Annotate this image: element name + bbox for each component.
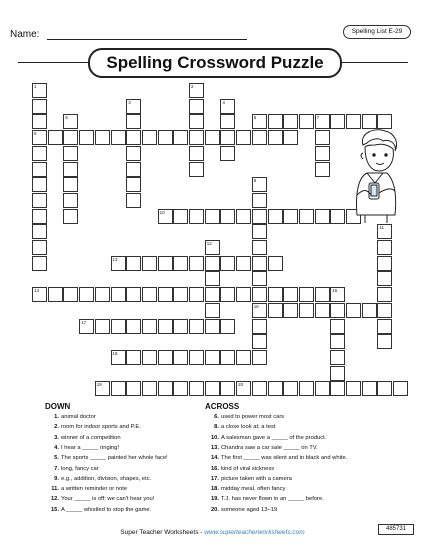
clue-text: A salesman gave a _____ of the product. xyxy=(221,434,327,441)
grid-cell[interactable] xyxy=(205,240,220,255)
grid-cell[interactable] xyxy=(330,287,345,302)
across-clue xyxy=(205,455,347,462)
grid-cell[interactable] xyxy=(142,287,157,302)
across-clue xyxy=(205,414,284,421)
grid-cell[interactable] xyxy=(268,303,283,318)
grid-cell[interactable] xyxy=(32,224,47,239)
clue-text: Chandra saw a car sale _____ on TV. xyxy=(221,444,318,451)
grid-cell[interactable] xyxy=(377,256,392,271)
grid-cell[interactable] xyxy=(362,381,377,396)
kid-with-phone-illustration xyxy=(345,125,407,225)
grid-cell[interactable] xyxy=(79,287,94,302)
clue-text: used to power most cars xyxy=(221,414,285,420)
grid-cell[interactable] xyxy=(252,303,267,318)
clue-number: 3. xyxy=(54,434,59,441)
grid-cell[interactable] xyxy=(63,130,78,145)
grid-cell[interactable] xyxy=(205,256,220,271)
grid-cell[interactable] xyxy=(142,256,157,271)
grid-cell[interactable] xyxy=(173,381,188,396)
grid-cell[interactable] xyxy=(252,334,267,349)
grid-cell[interactable] xyxy=(189,146,204,161)
grid-cell[interactable] xyxy=(63,193,78,208)
grid-cell[interactable] xyxy=(32,240,47,255)
grid-cell[interactable] xyxy=(377,224,392,239)
grid-cell[interactable] xyxy=(32,177,47,192)
grid-cell[interactable] xyxy=(79,319,94,334)
cell-number: 8 xyxy=(34,131,37,137)
grid-cell[interactable] xyxy=(95,287,110,302)
clue-number: 8. xyxy=(214,424,219,431)
across-clue xyxy=(205,424,275,431)
grid-cell[interactable] xyxy=(205,303,220,318)
grid-cell[interactable] xyxy=(189,319,204,334)
grid-cell[interactable] xyxy=(252,177,267,192)
grid-cell[interactable] xyxy=(330,366,345,381)
cell-number: 14 xyxy=(34,288,40,294)
clue-text: someone aged 13–19 xyxy=(221,506,278,513)
cell-number: 9 xyxy=(253,178,257,184)
grid-cell[interactable] xyxy=(189,83,204,98)
grid-cell[interactable] xyxy=(189,287,204,302)
grid-cell[interactable] xyxy=(220,99,235,114)
grid-cell[interactable] xyxy=(315,162,330,177)
grid-cell[interactable] xyxy=(189,114,204,129)
clue-text: picture taken with a camera xyxy=(221,475,292,482)
across-clue xyxy=(205,435,326,442)
grid-cell[interactable] xyxy=(111,256,126,271)
grid-cell[interactable] xyxy=(63,146,78,161)
grid-cell[interactable] xyxy=(315,303,330,318)
grid-cell[interactable] xyxy=(32,83,47,98)
grid-cell[interactable] xyxy=(126,381,141,396)
clue-text: e.g., addition, division, shapes, etc. xyxy=(61,475,152,482)
grid-cell[interactable] xyxy=(111,319,126,334)
grid-cell[interactable] xyxy=(63,287,78,302)
grid-cell[interactable] xyxy=(377,303,392,318)
grid-cell[interactable] xyxy=(252,271,267,286)
cell-number: 3 xyxy=(128,99,131,105)
across-clue xyxy=(205,507,277,514)
grid-cell[interactable] xyxy=(63,209,78,224)
clue-number: 1. xyxy=(54,414,59,420)
cell-number: 20 xyxy=(238,382,244,388)
grid-cell[interactable] xyxy=(330,381,345,396)
grid-cell[interactable] xyxy=(205,209,220,224)
clue-number: 14. xyxy=(210,455,219,462)
clue-text: T.J. has never flown in an _____ before. xyxy=(221,496,324,503)
grid-cell[interactable] xyxy=(377,240,392,255)
down-clue xyxy=(45,445,119,452)
cell-number: 16 xyxy=(253,303,259,309)
grid-cell[interactable] xyxy=(236,256,251,271)
cell-number: 19 xyxy=(96,382,102,388)
grid-cell[interactable] xyxy=(111,287,126,302)
grid-cell[interactable] xyxy=(252,240,267,255)
grid-cell[interactable] xyxy=(252,209,267,224)
clue-number: 18. xyxy=(210,486,219,493)
across-clue xyxy=(205,445,318,452)
grid-cell[interactable] xyxy=(32,114,47,129)
grid-cell[interactable] xyxy=(315,209,330,224)
grid-cell[interactable] xyxy=(236,287,251,302)
cell-number: 6 xyxy=(253,115,257,121)
down-clues xyxy=(45,402,205,522)
grid-cell[interactable] xyxy=(205,130,220,145)
grid-cell[interactable] xyxy=(205,350,220,365)
grid-cell[interactable] xyxy=(299,209,314,224)
grid-cell[interactable] xyxy=(205,287,220,302)
grid-cell[interactable] xyxy=(236,130,251,145)
grid-cell[interactable] xyxy=(330,350,345,365)
grid-cell[interactable] xyxy=(268,256,283,271)
grid-cell[interactable] xyxy=(95,130,110,145)
down-heading: DOWN xyxy=(45,402,71,411)
down-clue xyxy=(45,486,127,493)
grid-cell[interactable] xyxy=(283,130,298,145)
grid-cell[interactable] xyxy=(158,350,173,365)
grid-cell[interactable] xyxy=(377,334,392,349)
cell-number: 11 xyxy=(379,225,385,231)
grid-cell[interactable] xyxy=(283,209,298,224)
grid-cell[interactable] xyxy=(299,303,314,318)
clue-text: The first _____ was silent and in black and white. xyxy=(221,455,348,462)
grid-cell[interactable] xyxy=(158,319,173,334)
grid-cell[interactable] xyxy=(95,381,110,396)
grid-cell[interactable] xyxy=(315,381,330,396)
grid-cell[interactable] xyxy=(173,350,188,365)
page-title: Spelling Crossword Puzzle xyxy=(88,48,342,78)
grid-cell[interactable] xyxy=(377,381,392,396)
grid-cell[interactable] xyxy=(126,287,141,302)
clue-text: A _____ whistled to stop the game. xyxy=(61,506,152,513)
grid-cell[interactable] xyxy=(189,256,204,271)
grid-cell[interactable] xyxy=(111,130,126,145)
clue-text: animal doctor xyxy=(61,414,96,420)
grid-cell[interactable] xyxy=(63,114,78,129)
clue-text: long, fancy car xyxy=(61,465,99,472)
grid-cell[interactable] xyxy=(268,209,283,224)
grid-cell[interactable] xyxy=(362,303,377,318)
down-clue xyxy=(45,424,141,431)
cell-number: 7 xyxy=(316,115,320,121)
name-label: Name: xyxy=(10,29,40,40)
grid-cell[interactable] xyxy=(330,303,345,318)
clue-text: kind of viral sickness xyxy=(221,465,275,472)
grid-cell[interactable] xyxy=(252,130,267,145)
cell-number: 2 xyxy=(191,84,194,89)
grid-cell[interactable] xyxy=(126,350,141,365)
clue-number: 7. xyxy=(54,465,59,472)
grid-cell[interactable] xyxy=(205,271,220,286)
cell-number: 13 xyxy=(112,256,118,262)
grid-cell[interactable] xyxy=(252,193,267,208)
grid-cell[interactable] xyxy=(283,303,298,318)
grid-cell[interactable] xyxy=(173,256,188,271)
clue-text: winner of a competition xyxy=(61,434,121,441)
grid-cell[interactable] xyxy=(158,287,173,302)
grid-cell[interactable] xyxy=(126,256,141,271)
down-clue xyxy=(45,496,154,503)
grid-cell[interactable] xyxy=(189,99,204,114)
list-badge: Spelling List E-29 xyxy=(343,25,411,39)
grid-cell[interactable] xyxy=(63,177,78,192)
grid-cell[interactable] xyxy=(95,319,110,334)
grid-cell[interactable] xyxy=(252,381,267,396)
footer-brand: Super Teacher Worksheets - xyxy=(120,529,205,536)
clue-number: 9. xyxy=(54,475,59,482)
grid-cell[interactable] xyxy=(32,146,47,161)
grid-cell[interactable] xyxy=(173,209,188,224)
grid-cell[interactable] xyxy=(205,319,220,334)
grid-cell[interactable] xyxy=(346,381,361,396)
footer xyxy=(0,529,425,536)
cell-number: 1 xyxy=(34,84,37,89)
grid-cell[interactable] xyxy=(32,99,47,114)
cell-number: 10 xyxy=(159,209,165,215)
cell-number: 5 xyxy=(65,115,68,121)
grid-cell[interactable] xyxy=(32,193,47,208)
grid-cell[interactable] xyxy=(126,130,141,145)
grid-cell[interactable] xyxy=(346,303,361,318)
down-clue xyxy=(45,466,99,473)
grid-cell[interactable] xyxy=(126,146,141,161)
grid-cell[interactable] xyxy=(330,114,345,129)
grid-cell[interactable] xyxy=(220,209,235,224)
grid-cell[interactable] xyxy=(32,162,47,177)
clue-number: 16. xyxy=(210,465,219,472)
down-clue xyxy=(45,476,151,483)
grid-cell[interactable] xyxy=(283,381,298,396)
grid-cell[interactable] xyxy=(79,130,94,145)
grid-cell[interactable] xyxy=(315,114,330,129)
cell-number: 4 xyxy=(222,99,225,105)
clue-text: a close look at; a test xyxy=(221,424,276,431)
grid-cell[interactable] xyxy=(299,287,314,302)
grid-cell[interactable] xyxy=(158,130,173,145)
clue-text: midday meal, often fancy xyxy=(221,486,286,493)
across-clue xyxy=(205,466,274,473)
grid-cell[interactable] xyxy=(220,319,235,334)
clue-number: 5. xyxy=(54,455,59,462)
grid-cell[interactable] xyxy=(126,319,141,334)
clue-number: 12. xyxy=(50,496,59,503)
grid-cell[interactable] xyxy=(158,381,173,396)
grid-cell[interactable] xyxy=(236,350,251,365)
grid-cell[interactable] xyxy=(173,130,188,145)
across-heading: ACROSS xyxy=(205,402,240,411)
grid-cell[interactable] xyxy=(111,350,126,365)
grid-cell[interactable] xyxy=(330,334,345,349)
grid-cell[interactable] xyxy=(126,99,141,114)
grid-cell[interactable] xyxy=(111,381,126,396)
grid-cell[interactable] xyxy=(268,114,283,129)
grid-cell[interactable] xyxy=(220,381,235,396)
clue-text: The sports _____ painted her whole face! xyxy=(61,455,168,462)
grid-cell[interactable] xyxy=(252,114,267,129)
grid-cell[interactable] xyxy=(205,381,220,396)
clue-text: a written reminder or note xyxy=(61,486,128,493)
grid-cell[interactable] xyxy=(299,381,314,396)
grid-cell[interactable] xyxy=(330,209,345,224)
down-clue xyxy=(45,435,121,442)
grid-cell[interactable] xyxy=(126,193,141,208)
cell-number: 18 xyxy=(112,350,118,356)
grid-cell[interactable] xyxy=(283,114,298,129)
grid-cell[interactable] xyxy=(330,319,345,334)
clue-text: Your _____ is off; we can't hear you! xyxy=(61,496,155,503)
down-clue xyxy=(45,455,168,462)
grid-cell[interactable] xyxy=(142,350,157,365)
grid-cell[interactable] xyxy=(220,146,235,161)
grid-cell[interactable] xyxy=(126,177,141,192)
clue-number: 13. xyxy=(210,444,219,451)
clue-number: 19. xyxy=(210,496,219,503)
grid-cell[interactable] xyxy=(126,114,141,129)
grid-cell[interactable] xyxy=(252,224,267,239)
across-clue xyxy=(205,476,292,483)
clue-number: 2. xyxy=(54,424,59,431)
grid-cell[interactable] xyxy=(142,381,157,396)
grid-cell[interactable] xyxy=(236,381,251,396)
grid-cell[interactable] xyxy=(220,256,235,271)
grid-cell[interactable] xyxy=(377,319,392,334)
grid-cell[interactable] xyxy=(377,271,392,286)
clue-number: 11. xyxy=(51,486,59,493)
cell-number: 15 xyxy=(332,288,338,294)
grid-cell[interactable] xyxy=(189,381,204,396)
grid-cell[interactable] xyxy=(220,114,235,129)
grid-cell[interactable] xyxy=(48,287,63,302)
grid-cell[interactable] xyxy=(315,287,330,302)
clue-number: 20. xyxy=(210,506,219,513)
clue-number: 15. xyxy=(50,506,59,513)
across-clue xyxy=(205,486,285,493)
grid-cell[interactable] xyxy=(299,114,314,129)
clue-text: I hear a _____ ringing! xyxy=(61,444,120,451)
grid-cell[interactable] xyxy=(142,130,157,145)
worksheet-code: 485731 xyxy=(378,524,414,535)
grid-cell[interactable] xyxy=(189,162,204,177)
grid-cell[interactable] xyxy=(252,256,267,271)
grid-cell[interactable] xyxy=(63,162,78,177)
grid-cell[interactable] xyxy=(315,130,330,145)
grid-cell[interactable] xyxy=(252,350,267,365)
across-clues xyxy=(205,402,415,522)
grid-cell[interactable] xyxy=(283,287,298,302)
grid-cell[interactable] xyxy=(220,287,235,302)
grid-cell[interactable] xyxy=(32,209,47,224)
grid-cell[interactable] xyxy=(173,319,188,334)
grid-cell[interactable] xyxy=(220,130,235,145)
grid-cell[interactable] xyxy=(32,256,47,271)
grid-cell[interactable] xyxy=(158,209,173,224)
grid-cell[interactable] xyxy=(268,381,283,396)
grid-cell[interactable] xyxy=(377,287,392,302)
clue-text: room for indoor sports and P.E. xyxy=(61,424,141,431)
grid-cell[interactable] xyxy=(48,130,63,145)
grid-cell[interactable] xyxy=(173,287,188,302)
cell-number: 12 xyxy=(206,241,212,246)
clue-number: 4. xyxy=(54,444,59,451)
clue-number: 17. xyxy=(210,475,219,482)
grid-cell[interactable] xyxy=(158,256,173,271)
grid-cell[interactable] xyxy=(268,287,283,302)
clue-number: 10. xyxy=(210,434,219,441)
grid-cell[interactable] xyxy=(315,146,330,161)
grid-cell[interactable] xyxy=(189,209,204,224)
grid-cell[interactable] xyxy=(142,319,157,334)
grid-cell[interactable] xyxy=(252,319,267,334)
grid-cell[interactable] xyxy=(393,381,408,396)
grid-cell[interactable] xyxy=(236,209,251,224)
grid-cell[interactable] xyxy=(126,162,141,177)
down-clue xyxy=(45,507,151,514)
down-clue xyxy=(45,414,96,421)
grid-cell[interactable] xyxy=(32,287,47,302)
grid-cell[interactable] xyxy=(268,130,283,145)
grid-cell[interactable] xyxy=(220,350,235,365)
grid-cell[interactable] xyxy=(189,350,204,365)
across-clue xyxy=(205,496,324,503)
footer-url[interactable]: www.superteacherworksheets.com xyxy=(204,529,305,536)
cell-number: 17 xyxy=(81,319,87,325)
grid-cell[interactable] xyxy=(252,287,267,302)
grid-cell[interactable] xyxy=(32,130,47,145)
grid-cell[interactable] xyxy=(189,130,204,145)
clue-number: 6. xyxy=(214,414,219,420)
